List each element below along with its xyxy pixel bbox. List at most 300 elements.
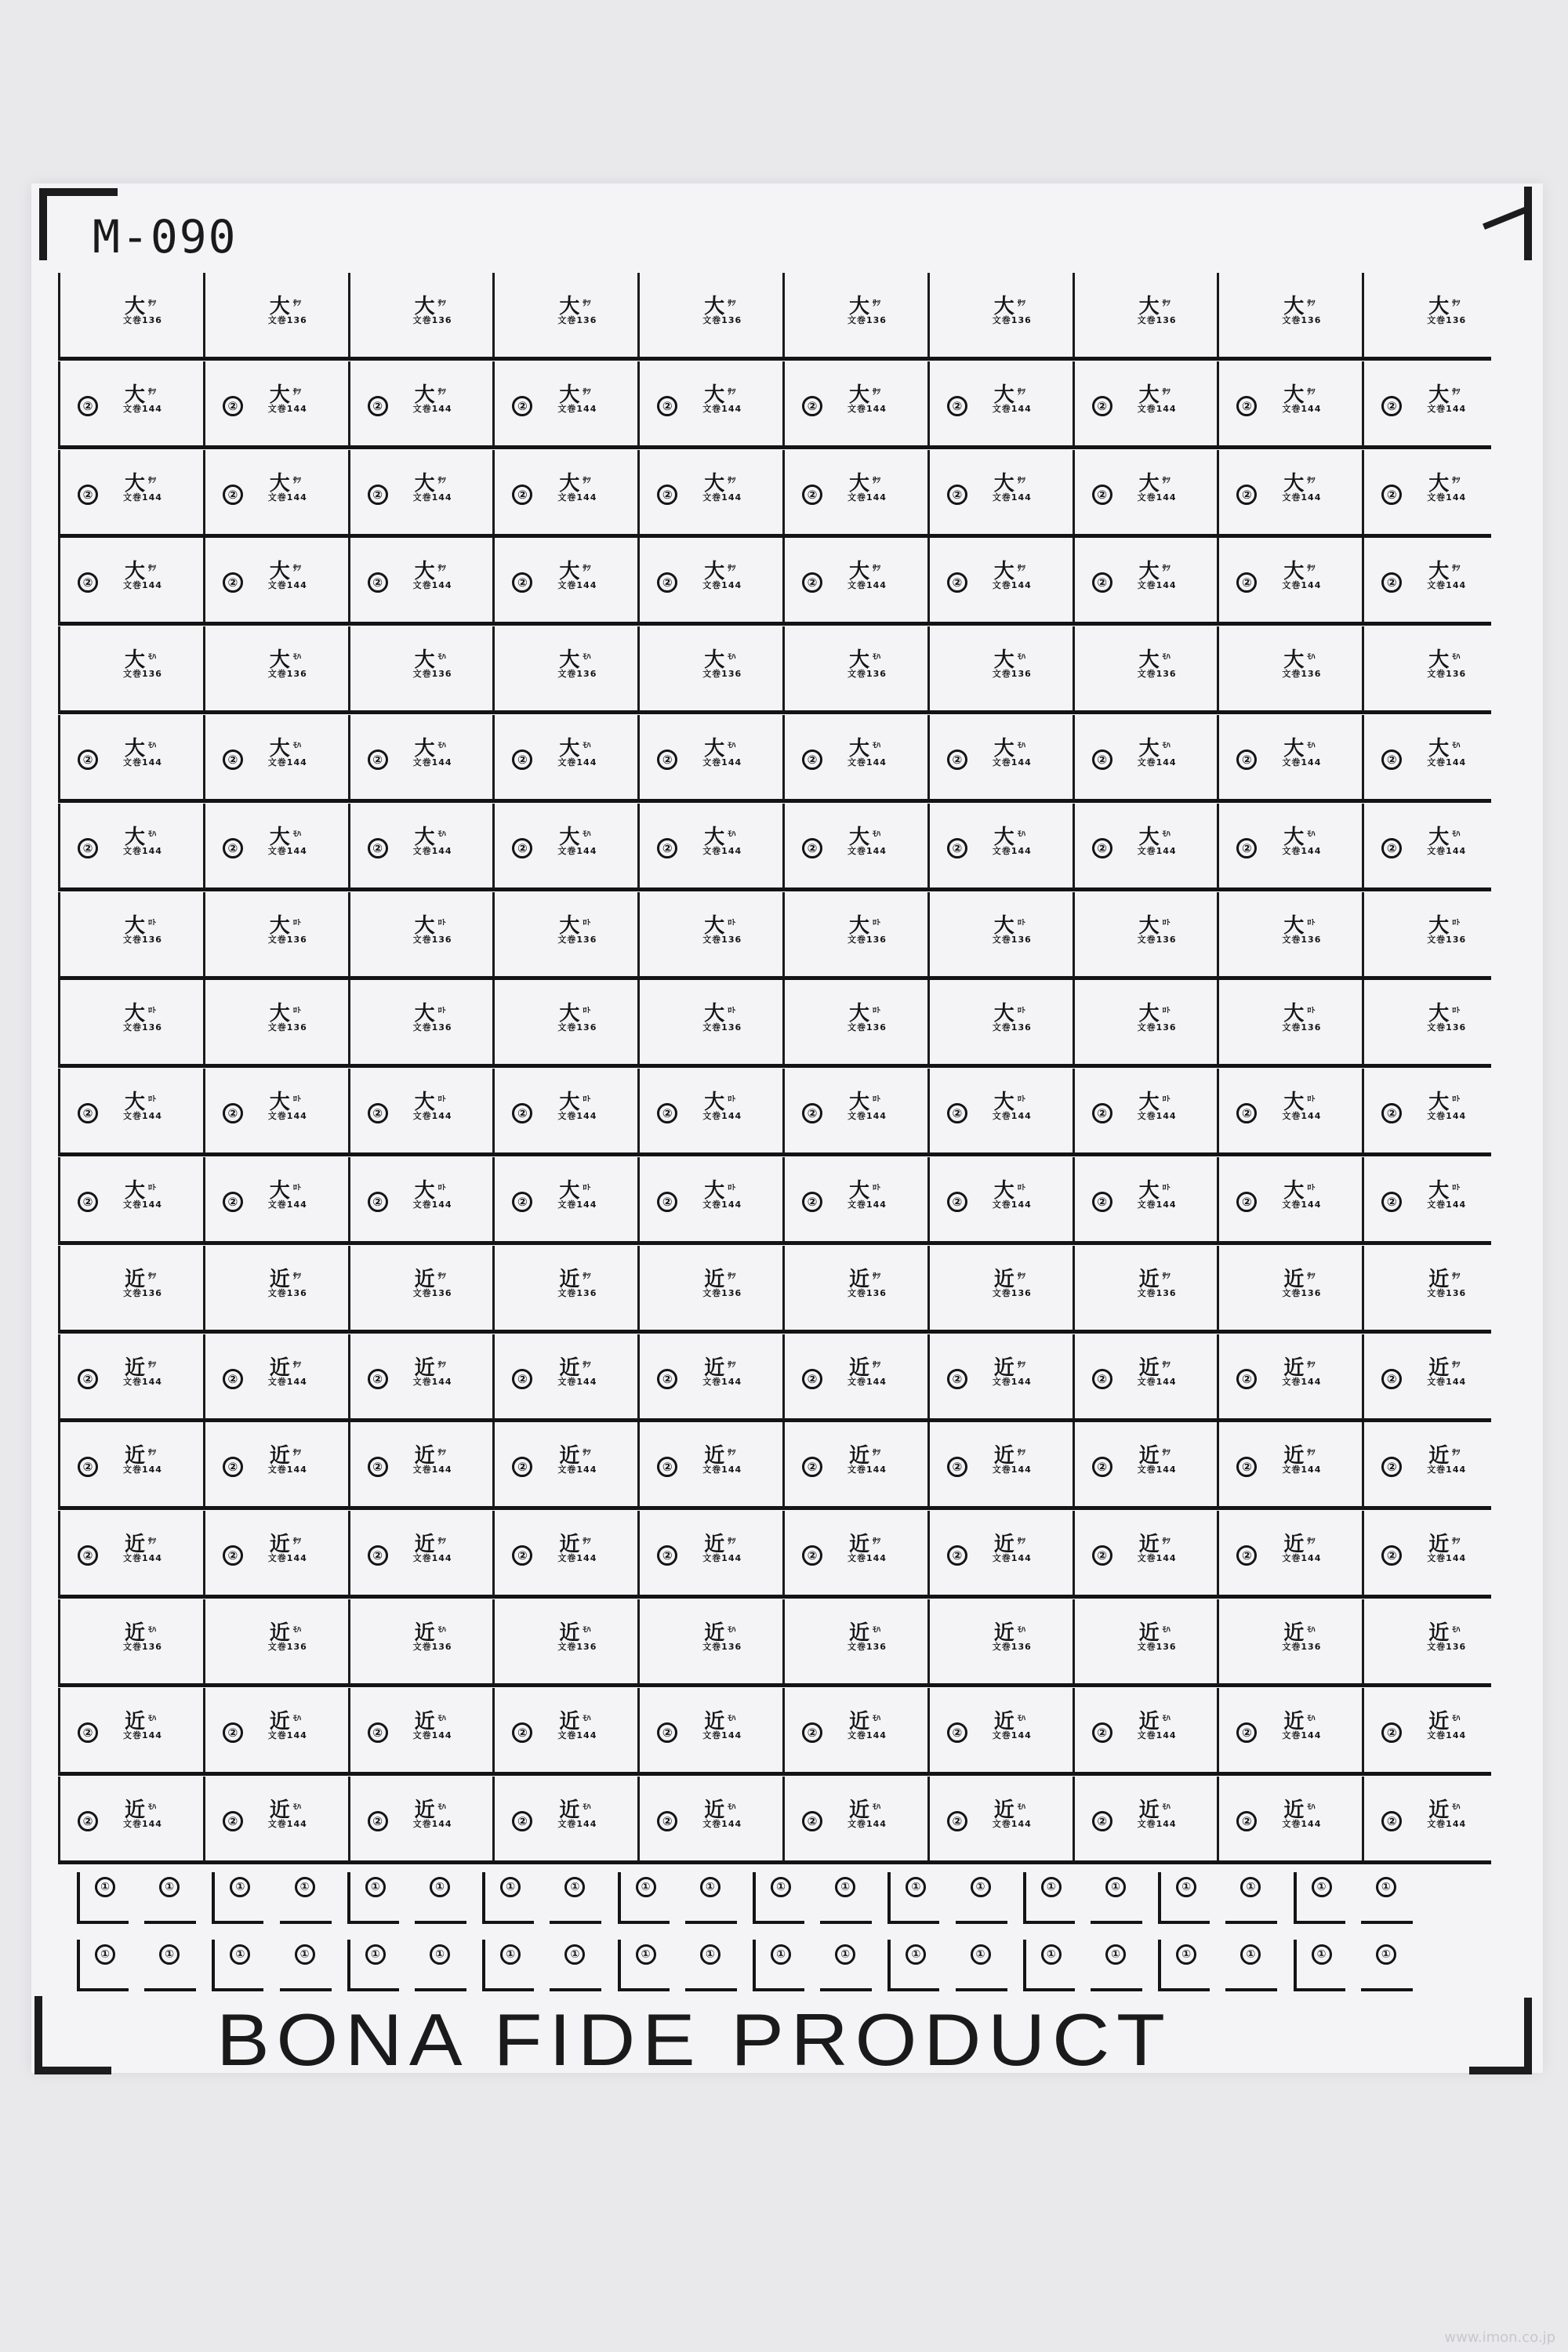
circled-number: ②	[657, 1545, 677, 1566]
plate-cell	[927, 273, 1072, 358]
number-mark	[280, 1872, 332, 1924]
number-mark	[1158, 1872, 1210, 1924]
plate-kana: ﾛﾄ	[292, 1007, 301, 1016]
circled-number: ②	[1236, 1457, 1257, 1477]
plate-kana: ﾓﾊ	[728, 829, 736, 839]
circled-one: ①	[295, 1877, 315, 1897]
plate-number: 文巻136	[992, 315, 1032, 325]
circled-number: ②	[1236, 1369, 1257, 1389]
plate-kana: ｻﾂ	[1452, 564, 1461, 574]
plate-cell	[203, 980, 347, 1065]
circled-number: ②	[1236, 1545, 1257, 1566]
plate-cell	[1073, 1511, 1217, 1595]
plate-cell	[1217, 273, 1361, 358]
circled-number: ②	[802, 1545, 822, 1566]
plate-kana: ﾛﾄ	[437, 1095, 446, 1105]
plate-cell	[492, 892, 637, 977]
number-mark	[1225, 1872, 1277, 1924]
plate-kanji: 大	[414, 648, 435, 673]
plate-kana: ｻﾂ	[1307, 1360, 1316, 1370]
plate-kana: ｻﾂ	[148, 564, 157, 574]
circled-number: ②	[657, 396, 677, 416]
circled-number: ②	[1236, 572, 1257, 593]
plate-kanji: 大	[269, 383, 290, 407]
plate-cell	[637, 1422, 782, 1507]
number-mark	[347, 1940, 399, 1991]
plate-kanji: 大	[559, 1002, 580, 1026]
plate-kana: ｻﾂ	[583, 476, 591, 485]
plate-number: 文巻144	[267, 1730, 307, 1740]
plate-kanji: 大	[1283, 913, 1305, 938]
circled-number: ②	[1092, 1545, 1112, 1566]
plate-number: 文巻144	[123, 1111, 162, 1122]
plate-kana: ｻﾂ	[292, 476, 301, 485]
plate-kana: ｻﾂ	[292, 299, 301, 308]
plate-number: 文巻144	[1282, 1818, 1322, 1829]
circled-number: ②	[1092, 838, 1112, 858]
circled-one: ①	[1312, 1944, 1332, 1965]
plate-cell	[58, 626, 202, 711]
plate-kanji: 近	[1283, 1444, 1305, 1468]
plate-kanji: 大	[993, 1002, 1014, 1026]
plate-cell	[492, 1777, 637, 1861]
circled-number: ②	[368, 572, 388, 593]
plate-kanji: 大	[414, 383, 435, 407]
plate-number: 文巻136	[123, 1642, 162, 1652]
plate-number: 文巻144	[267, 1376, 307, 1387]
plate-cell	[492, 538, 637, 622]
sheet-code: M-090	[93, 210, 238, 263]
circled-one: ①	[1376, 1877, 1396, 1897]
plate-number: 文巻144	[557, 1818, 597, 1829]
plate-cell	[637, 1599, 782, 1684]
circled-number: ②	[368, 1457, 388, 1477]
plate-cell	[1217, 361, 1361, 446]
number-mark	[820, 1872, 872, 1924]
plate-kana: ｻﾂ	[148, 387, 157, 397]
plate-cell	[1362, 1157, 1506, 1242]
mark-row	[77, 1940, 1496, 1998]
plate-number: 文巻144	[557, 1376, 597, 1387]
plate-cell	[1073, 1157, 1217, 1242]
plate-cell	[927, 980, 1072, 1065]
circled-one: ①	[906, 1944, 926, 1965]
plate-cell	[1362, 892, 1506, 977]
plate-kanji: 近	[269, 1267, 290, 1291]
plate-kanji: 大	[1138, 471, 1160, 495]
circled-number: ②	[512, 1811, 532, 1831]
plate-number: 文巻144	[1427, 757, 1467, 768]
circled-number: ②	[657, 1103, 677, 1123]
plate-kanji: 大	[125, 1179, 146, 1203]
plate-kanji: 大	[414, 1179, 435, 1203]
product-text: BONA FIDE PRODUCT	[216, 1998, 1172, 2081]
plate-number: 文巻144	[267, 403, 307, 414]
plate-kanji: 大	[559, 737, 580, 760]
plate-kana: ｻﾂ	[728, 299, 736, 308]
plate-cell	[927, 1246, 1072, 1330]
plate-kana: ｻﾂ	[1452, 476, 1461, 485]
circled-number: ②	[802, 1457, 822, 1477]
number-mark	[1023, 1940, 1075, 1991]
plate-cell	[348, 1599, 492, 1684]
plate-number: 文巻136	[992, 934, 1032, 945]
circled-number: ②	[1236, 1811, 1257, 1831]
plate-cell	[1217, 1511, 1361, 1595]
plate-number: 文巻136	[267, 1287, 307, 1298]
plate-kana: ﾛﾄ	[1307, 1184, 1316, 1192]
plate-number: 文巻144	[267, 845, 307, 856]
plate-kana: ﾛﾄ	[1162, 918, 1171, 927]
plate-number: 文巻136	[992, 1287, 1032, 1298]
number-mark	[1091, 1940, 1142, 1991]
plate-number: 文巻144	[123, 1553, 162, 1564]
plate-kanji: 大	[1428, 471, 1450, 495]
plate-kanji: 大	[1138, 383, 1160, 407]
plate-kana: ｻﾂ	[1307, 299, 1316, 308]
plate-kanji: 近	[1428, 1533, 1450, 1557]
plate-cell	[203, 1599, 347, 1684]
plate-cell	[58, 1599, 202, 1684]
plate-number: 文巻144	[412, 1465, 452, 1475]
plate-number: 文巻144	[702, 1111, 742, 1122]
plate-kana: ﾓﾊ	[1307, 1714, 1316, 1723]
plate-kana: ﾛﾄ	[728, 918, 736, 927]
plate-cell	[492, 1157, 637, 1242]
circled-number: ②	[512, 1369, 532, 1389]
plate-number: 文巻144	[1137, 403, 1177, 414]
plate-kana: ｻﾂ	[437, 1537, 446, 1547]
plate-kanji: 近	[1138, 1709, 1160, 1733]
plate-cell	[1073, 980, 1217, 1065]
plate-kana: ﾓﾊ	[728, 1714, 736, 1723]
plate-kanji: 大	[849, 295, 870, 318]
plate-kanji: 近	[704, 1709, 725, 1733]
plate-kana: ｻﾂ	[583, 1272, 591, 1281]
plate-cell	[637, 804, 782, 888]
plate-kanji: 大	[269, 1091, 290, 1115]
circled-number: ②	[512, 396, 532, 416]
plate-number: 文巻144	[1137, 1376, 1177, 1387]
plate-cell	[1362, 1246, 1506, 1330]
circled-number: ②	[802, 1369, 822, 1389]
plate-cell	[348, 538, 492, 622]
plate-cell	[203, 892, 347, 977]
plate-kana: ﾓﾊ	[148, 742, 157, 750]
plate-number: 文巻136	[1137, 1022, 1177, 1033]
plate-kanji: 大	[849, 383, 870, 407]
circled-one: ①	[835, 1944, 855, 1965]
plate-kana: ｻﾂ	[728, 564, 736, 574]
plate-number: 文巻144	[412, 492, 452, 503]
plate-kana: ﾓﾊ	[292, 1802, 301, 1812]
plate-kanji: 近	[269, 1533, 290, 1557]
plate-cell	[637, 538, 782, 622]
circled-one: ①	[1176, 1944, 1196, 1965]
plate-kana: ﾓﾊ	[437, 1626, 446, 1635]
plate-number: 文巻144	[1137, 1465, 1177, 1475]
plate-number: 文巻144	[992, 1818, 1032, 1829]
plate-cell	[203, 1511, 347, 1595]
plate-kana: ﾓﾊ	[1162, 1626, 1171, 1635]
plate-number: 文巻144	[267, 1200, 307, 1210]
circled-number: ②	[1236, 1722, 1257, 1743]
plate-kana: ﾛﾄ	[1017, 918, 1025, 927]
circled-number: ②	[512, 1722, 532, 1743]
plate-kana: ｻﾂ	[148, 1537, 157, 1547]
number-mark	[550, 1872, 601, 1924]
plate-kana: ｻﾂ	[437, 1360, 446, 1370]
plate-number: 文巻144	[123, 403, 162, 414]
plate-kanji: 大	[1428, 648, 1450, 673]
plate-cell	[1362, 1688, 1506, 1773]
plate-kanji: 大	[704, 471, 725, 495]
plate-kana: ﾛﾄ	[148, 1184, 157, 1192]
plate-cell	[782, 715, 927, 800]
plate-number: 文巻144	[557, 1730, 597, 1740]
plate-number: 文巻144	[1282, 1730, 1322, 1740]
plate-kana: ｻﾂ	[583, 564, 591, 574]
plate-number: 文巻144	[702, 1818, 742, 1829]
plate-number: 文巻144	[848, 757, 887, 768]
plate-cell	[492, 1599, 637, 1684]
plate-number: 文巻144	[557, 1111, 597, 1122]
circled-number: ②	[1236, 838, 1257, 858]
plate-cell	[58, 1777, 202, 1861]
circled-number: ②	[223, 1369, 243, 1389]
plate-kanji: 大	[849, 825, 870, 849]
circled-number: ②	[78, 572, 98, 593]
circled-number: ②	[802, 1192, 822, 1212]
plate-kana: ｻﾂ	[873, 299, 881, 308]
plate-number: 文巻136	[412, 934, 452, 945]
plate-cell	[203, 273, 347, 358]
plate-cell	[348, 361, 492, 446]
plate-kanji: 近	[993, 1444, 1014, 1468]
plate-number: 文巻144	[848, 1818, 887, 1829]
plate-kanji: 大	[1283, 1179, 1305, 1203]
circled-number: ②	[802, 1103, 822, 1123]
plate-kana: ｻﾂ	[1162, 1360, 1171, 1370]
plate-kana: ｻﾂ	[873, 1537, 881, 1547]
plate-cell	[1217, 980, 1361, 1065]
plate-cell	[782, 980, 927, 1065]
plate-kanji: 大	[993, 737, 1014, 760]
plate-kanji: 近	[1428, 1798, 1450, 1822]
circled-number: ②	[368, 838, 388, 858]
circled-one: ①	[700, 1877, 720, 1897]
plate-number: 文巻144	[1282, 1553, 1322, 1564]
plate-kana: ｻﾂ	[1307, 1449, 1316, 1458]
plate-kanji: 近	[1138, 1267, 1160, 1291]
plate-kana: ﾛﾄ	[728, 1095, 736, 1105]
plate-cell	[348, 626, 492, 711]
plate-cell	[1073, 538, 1217, 622]
plate-cell	[1073, 715, 1217, 800]
plate-cell	[58, 980, 202, 1065]
plate-number: 文巻144	[412, 1730, 452, 1740]
plate-cell	[782, 273, 927, 358]
circled-number: ②	[1381, 1457, 1402, 1477]
plate-kana: ﾓﾊ	[1162, 742, 1171, 750]
plate-cell	[1073, 1777, 1217, 1861]
plate-number: 文巻136	[123, 1287, 162, 1298]
circled-one: ①	[1376, 1944, 1396, 1965]
plate-kanji: 近	[125, 1267, 146, 1291]
plate-cell	[1362, 1777, 1506, 1861]
plate-cell	[1362, 1422, 1506, 1507]
number-mark	[1158, 1940, 1210, 1991]
plate-cell	[58, 892, 202, 977]
plate-cell	[58, 450, 202, 535]
plate-kanji: 大	[125, 1002, 146, 1026]
plate-number: 文巻144	[992, 1111, 1032, 1122]
plate-kana: ﾛﾄ	[873, 1095, 881, 1105]
number-mark	[482, 1872, 534, 1924]
circled-number: ②	[368, 1103, 388, 1123]
circled-number: ②	[78, 1722, 98, 1743]
plate-kana: ﾛﾄ	[292, 1184, 301, 1192]
plate-cell	[927, 450, 1072, 535]
circled-number: ②	[657, 1811, 677, 1831]
plate-kanji: 大	[269, 1002, 290, 1026]
plate-cell	[1362, 1069, 1506, 1153]
plate-kana: ｻﾂ	[292, 1360, 301, 1370]
plate-number: 文巻136	[1282, 1642, 1322, 1652]
plate-number: 文巻144	[848, 580, 887, 591]
circled-one: ①	[636, 1877, 656, 1897]
plate-number: 文巻136	[412, 1287, 452, 1298]
plate-kana: ﾛﾄ	[148, 918, 157, 927]
plate-kanji: 大	[993, 471, 1014, 495]
plate-kanji: 大	[1283, 560, 1305, 584]
plate-cell	[348, 1069, 492, 1153]
plate-number: 文巻144	[992, 1553, 1032, 1564]
plate-kanji: 大	[1283, 471, 1305, 495]
number-mark	[887, 1940, 939, 1991]
plate-kana: ﾓﾊ	[292, 1626, 301, 1635]
plate-kanji: 近	[414, 1356, 435, 1380]
plate-cell	[637, 1777, 782, 1861]
plate-kana: ｻﾂ	[437, 1449, 446, 1458]
plate-kana: ﾓﾊ	[292, 742, 301, 750]
plate-kana: ﾓﾊ	[728, 742, 736, 750]
plate-kana: ﾛﾄ	[873, 918, 881, 927]
plate-kana: ﾓﾊ	[583, 653, 591, 662]
plate-kana: ﾓﾊ	[728, 653, 736, 662]
plate-kana: ﾓﾊ	[437, 1714, 446, 1723]
plate-number: 文巻144	[848, 1111, 887, 1122]
plate-cell	[637, 980, 782, 1065]
circled-number: ②	[657, 1192, 677, 1212]
circled-number: ②	[802, 838, 822, 858]
circled-one: ①	[771, 1944, 791, 1965]
plate-kanji: 大	[1138, 560, 1160, 584]
plate-cell	[782, 1688, 927, 1773]
plate-kana: ﾛﾄ	[148, 1007, 157, 1016]
plate-kana: ｻﾂ	[873, 564, 881, 574]
circled-number: ②	[78, 1192, 98, 1212]
circled-number: ②	[947, 1103, 967, 1123]
plate-number: 文巻144	[123, 1730, 162, 1740]
plate-kana: ﾛﾄ	[1307, 1007, 1316, 1016]
circled-number: ②	[512, 1103, 532, 1123]
plate-kanji: 大	[269, 825, 290, 849]
number-mark	[1294, 1940, 1345, 1991]
plate-kanji: 大	[1283, 737, 1305, 760]
plate-cell	[203, 1422, 347, 1507]
plate-number: 文巻144	[702, 757, 742, 768]
plate-kanji: 大	[1428, 825, 1450, 849]
plate-kana: ｻﾂ	[1017, 564, 1025, 574]
plate-cell	[1073, 273, 1217, 358]
number-mark	[1361, 1940, 1413, 1991]
plate-row	[58, 804, 1491, 891]
circled-number: ②	[1381, 1369, 1402, 1389]
plate-kanji: 大	[993, 825, 1014, 849]
plate-cell	[927, 892, 1072, 977]
plate-kanji: 近	[269, 1444, 290, 1468]
circled-one: ①	[636, 1944, 656, 1965]
plate-kana: ｻﾂ	[1017, 476, 1025, 485]
plate-number: 文巻144	[412, 757, 452, 768]
plate-cell	[782, 626, 927, 711]
plate-cell	[58, 1246, 202, 1330]
circled-number: ②	[947, 1545, 967, 1566]
plate-cell	[1362, 450, 1506, 535]
circled-number: ②	[1381, 572, 1402, 593]
plate-kanji: 近	[1138, 1444, 1160, 1468]
plate-cell	[1073, 1599, 1217, 1684]
plate-cell	[637, 1069, 782, 1153]
circled-number: ②	[78, 838, 98, 858]
plate-cell	[492, 980, 637, 1065]
plate-kana: ｻﾂ	[148, 1272, 157, 1281]
plate-kanji: 大	[1138, 737, 1160, 760]
plate-kanji: 大	[849, 1179, 870, 1203]
plate-number: 文巻136	[557, 1287, 597, 1298]
plate-cell	[348, 980, 492, 1065]
plate-cell	[927, 1069, 1072, 1153]
circled-one: ①	[230, 1944, 250, 1965]
plate-kana: ﾛﾄ	[1162, 1095, 1171, 1105]
plate-kanji: 近	[269, 1798, 290, 1822]
plate-cell	[58, 715, 202, 800]
circled-number: ②	[1381, 750, 1402, 770]
plate-kana: ｻﾂ	[1452, 1360, 1461, 1370]
plate-cell	[782, 1157, 927, 1242]
plate-number: 文巻144	[702, 1376, 742, 1387]
circled-one: ①	[971, 1944, 991, 1965]
plate-number: 文巻136	[702, 1642, 742, 1652]
circled-number: ②	[1236, 750, 1257, 770]
plate-kanji: 近	[559, 1621, 580, 1645]
circled-number: ②	[78, 396, 98, 416]
plate-kanji: 近	[1283, 1709, 1305, 1733]
plate-kanji: 近	[849, 1621, 870, 1645]
plate-kana: ﾛﾄ	[1017, 1095, 1025, 1105]
plate-cell	[1073, 892, 1217, 977]
circled-number: ②	[947, 1811, 967, 1831]
plate-kanji: 近	[849, 1533, 870, 1557]
plate-kana: ﾛﾄ	[1017, 1184, 1025, 1192]
plate-number: 文巻136	[1427, 669, 1467, 680]
plate-kana: ﾓﾊ	[1017, 829, 1025, 839]
plate-number: 文巻136	[412, 1022, 452, 1033]
plate-kana: ﾓﾊ	[1307, 653, 1316, 662]
plate-cell	[927, 361, 1072, 446]
plate-number: 文巻136	[992, 669, 1032, 680]
